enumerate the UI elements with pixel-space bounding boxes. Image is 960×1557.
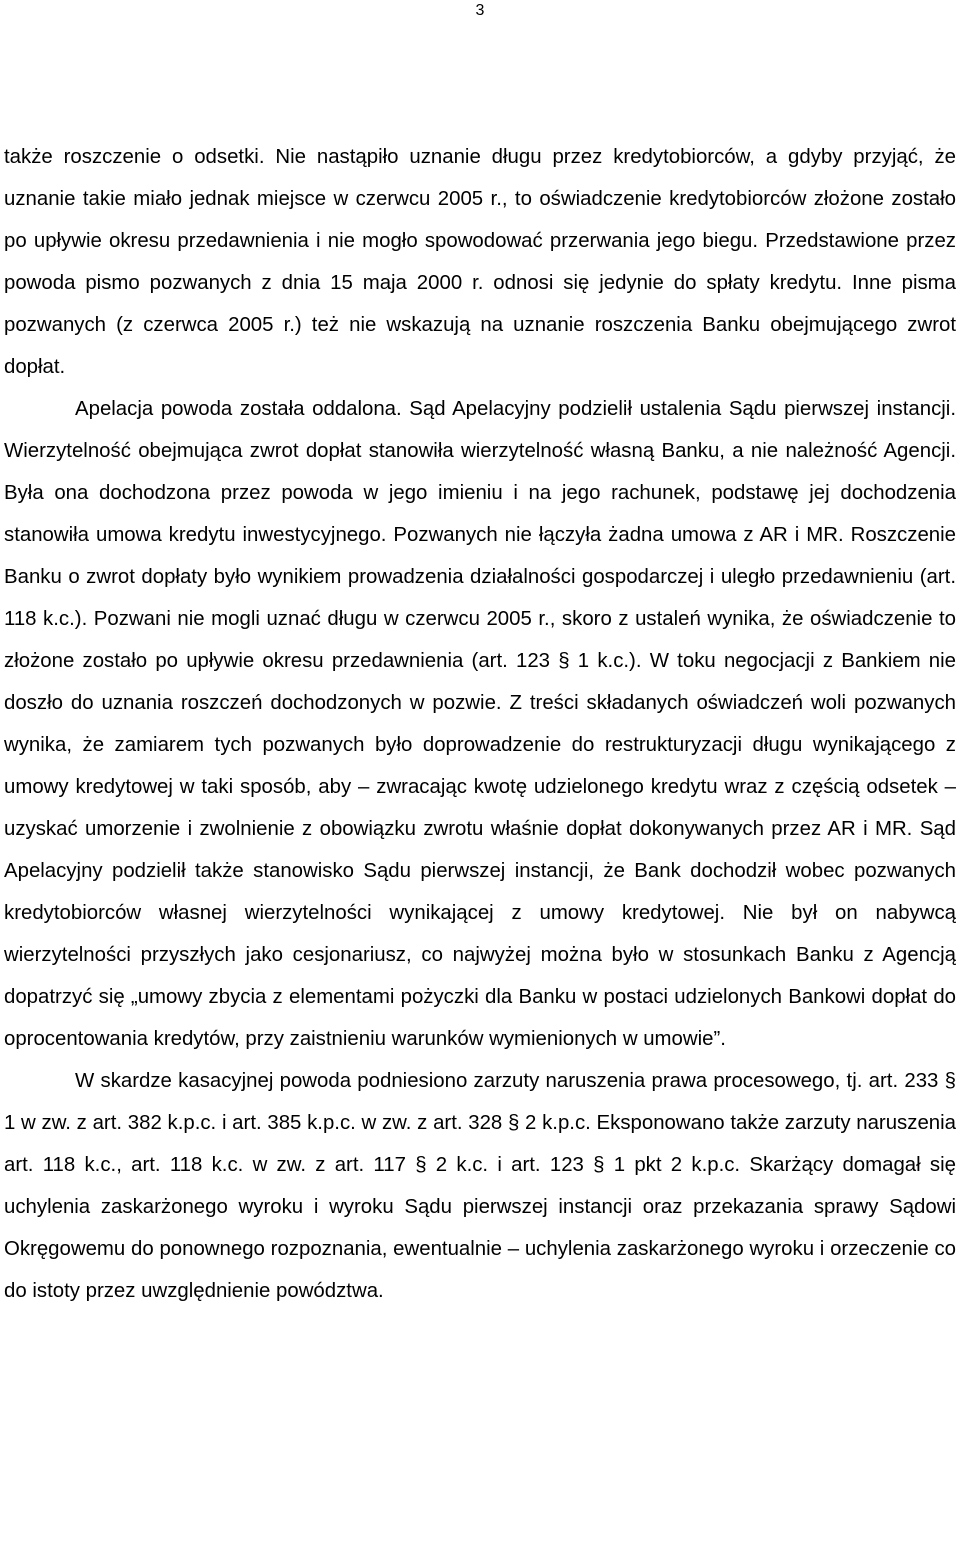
page-number: 3 — [475, 2, 485, 19]
paragraph-continuation: także roszczenie o odsetki. Nie nastąpiło uznanie długu przez kredytobiorców, a gdyby przyjąć, że uznanie takie miało jednak miejsce w czerwcu 2005 r., to oświadczenie kredytobiorców złożone zostało po upływie okresu przedawnienia i nie mogło spowodować przerwania jego biegu. Przedstawione przez powoda pismo pozwanych z dnia 15 maja 2000 r. odnosi się jedynie do spłaty kredytu. Inne pisma pozwanych (z czerwca 2005 r.) też nie wskazują na uznanie roszczenia Banku obejmującego zwrot dopłat. — [4, 146, 956, 378]
document-body — [4, 136, 956, 1312]
paragraph-cassation-complaint: W skardze kasacyjnej powoda podniesiono zarzuty naruszenia prawa procesowego, tj. art. 233 § 1 w zw. z art. 382 k.p.c. i art. 385 k.p.c. w zw. z art. 328 § 2 k.p.c. Eksponowano także zarzuty naruszenia art. 118 k.c., art. 118 k.c. w zw. z art. 117 § 2 k.c. i art. 123 § 1 pkt 2 k.p.c. Skarżący domagał się uchylenia zaskarżonego wyroku i wyroku Sądu pierwszej instancji oraz przekazania sprawy Sądowi Okręgowemu do ponownego rozpoznania, ewentualnie – uchylenia zaskarżonego wyroku i orzeczenie co do istoty przez uwzględnienie powództwa. — [4, 1070, 956, 1302]
paragraph-appeal-ruling: Apelacja powoda została oddalona. Sąd Apelacyjny podzielił ustalenia Sądu pierwszej instancji. Wierzytelność obejmująca zwrot dopłat stanowiła wierzytelność własną Banku, a nie należność Agencji. Była ona dochodzona przez powoda w jego imieniu i na jego rachunek, podstawę jej dochodzenia stanowiła umowa kredytu inwestycyjnego. Pozwanych nie łączyła żadna umowa z AR i MR. Roszczenie Banku o zwrot dopłaty było wynikiem prowadzenia działalności gospodarczej i uległo przedawnieniu (art. 118 k.c.). Pozwani nie mogli uznać długu w czerwcu 2005 r., skoro z ustaleń wynika, że oświadczenie to złożone zostało po upływie okresu przedawnienia (art. 123 § 1 k.c.). W toku negocjacji z Bankiem nie doszło do uznania roszczeń dochodzonych w pozwie. Z treści składanych oświadczeń woli pozwanych wynika, że zamiarem tych pozwanych było doprowadzenie do restrukturyzacji długu wynikającego z umowy kredytowej w taki sposób, aby – zwracając kwotę udzielonego kredytu wraz z częścią odsetek – uzyskać umorzenie i zwolnienie z obowiązku zwrotu właśnie dopłat dokonywanych przez AR i MR. Sąd Apelacyjny podzielił także stanowisko Sądu pierwszej instancji, że Bank dochodził wobec pozwanych kredytobiorców własnej wierzytelności wynikającej z umowy kredytowej. Nie był on nabywcą wierzytelności przyszłych jako cesjonariusz, co najwyżej można było w stosunkach Banku z Agencją dopatrzyć się „umowy zbycia z elementami pożyczki dla Banku w postaci udzielonych Bankowi dopłat do oprocentowania kredytów, przy zaistnieniu warunków wymienionych w umowie”. — [4, 398, 956, 1050]
